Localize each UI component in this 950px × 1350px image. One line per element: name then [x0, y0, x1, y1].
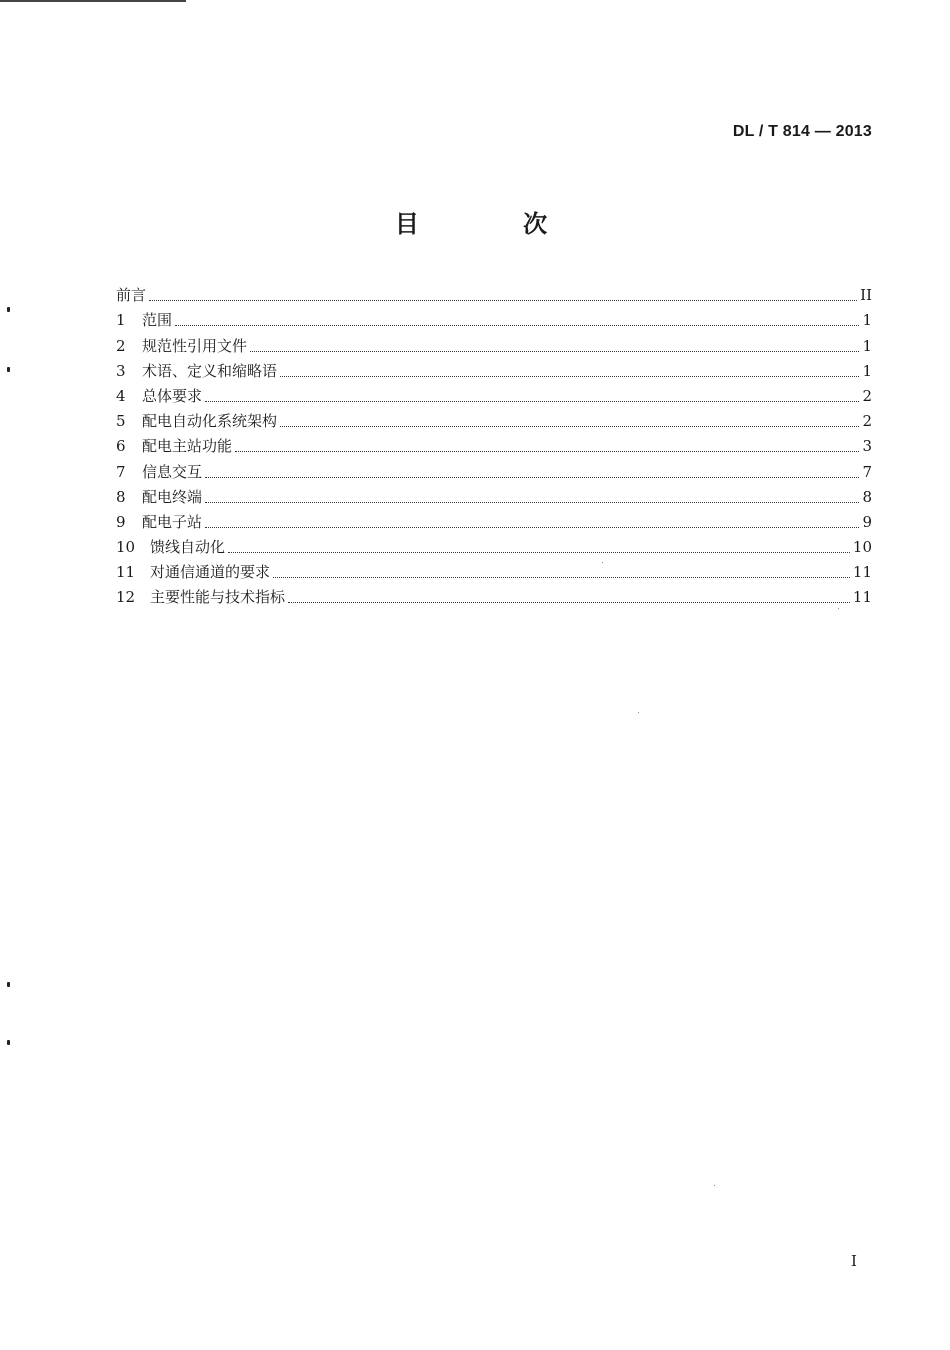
toc-leader	[273, 576, 850, 578]
toc-entry-12[interactable]	[116, 582, 872, 607]
toc-label: 配电自动化系统架构	[142, 412, 278, 431]
scan-speck	[7, 367, 10, 372]
toc-page: 3	[862, 437, 872, 456]
toc-number: 8	[116, 487, 126, 506]
toc-number: 6	[116, 437, 126, 456]
toc-entry-3[interactable]	[116, 356, 872, 381]
scan-dust	[638, 712, 639, 713]
scan-dust	[838, 608, 839, 609]
scan-speck	[7, 1040, 10, 1045]
toc-leader	[149, 299, 857, 301]
toc-page: 10	[852, 538, 872, 557]
toc-label: 信息交互	[142, 462, 203, 481]
toc-label: 馈线自动化	[150, 538, 226, 557]
toc-leader	[205, 526, 859, 528]
toc-page: 1	[862, 336, 872, 355]
toc-number: 5	[116, 412, 126, 431]
toc-leader	[205, 400, 859, 402]
toc-entry-5[interactable]	[116, 406, 872, 431]
toc-page: 11	[852, 563, 872, 582]
toc-entry-10[interactable]	[116, 532, 872, 557]
toc-entry-8[interactable]	[116, 482, 872, 507]
toc-leader	[280, 375, 859, 377]
toc-entry-6[interactable]	[116, 431, 872, 456]
toc-entry-4[interactable]	[116, 381, 872, 406]
toc-number: 11	[116, 563, 136, 582]
toc-page: II	[860, 286, 872, 305]
toc-leader	[175, 324, 859, 326]
toc-number: 2	[116, 336, 126, 355]
toc-number: 10	[116, 538, 136, 557]
toc-entry-7[interactable]	[116, 456, 872, 481]
toc-entry-11[interactable]	[116, 557, 872, 582]
toc-entry-1[interactable]	[116, 305, 872, 330]
toc-page: 7	[862, 462, 872, 481]
scan-speck	[7, 982, 10, 987]
toc-page: 9	[862, 512, 872, 531]
toc-number: 4	[116, 386, 126, 405]
toc-label: 术语、定义和缩略语	[142, 361, 278, 380]
toc-leader	[205, 501, 859, 503]
toc-label: 规范性引用文件	[142, 336, 248, 355]
toc-leader	[235, 450, 859, 452]
standard-code: DL / T 814 — 2013	[732, 123, 872, 140]
toc-number: 1	[116, 311, 126, 330]
toc-label: 配电终端	[142, 487, 203, 506]
toc-leader	[288, 601, 850, 603]
toc-leader	[205, 476, 859, 478]
toc-page: 1	[862, 311, 872, 330]
toc-page: 11	[852, 588, 872, 607]
toc-entry-2[interactable]	[116, 330, 872, 355]
toc-page: 2	[862, 386, 872, 405]
toc-label: 主要性能与技术指标	[150, 588, 286, 607]
toc-label: 总体要求	[142, 386, 203, 405]
scan-speck	[7, 307, 10, 312]
toc-number: 12	[116, 588, 136, 607]
scan-dust	[602, 562, 603, 563]
toc-page: 2	[862, 412, 872, 431]
toc-label: 配电子站	[142, 512, 203, 531]
scan-dust	[714, 1185, 715, 1186]
toc-page: 8	[862, 487, 872, 506]
toc-entry-preface[interactable]	[116, 280, 872, 305]
toc-label: 配电主站功能	[142, 437, 233, 456]
toc-label: 前言	[116, 286, 147, 305]
table-of-contents	[116, 280, 872, 607]
toc-leader	[280, 425, 859, 427]
toc-label: 对通信通道的要求	[150, 563, 271, 582]
toc-label: 范围	[142, 311, 173, 330]
toc-number: 9	[116, 512, 126, 531]
toc-number: 7	[116, 462, 126, 481]
toc-leader	[250, 350, 859, 352]
page-title: 目 次	[394, 210, 596, 238]
toc-page: 1	[862, 361, 872, 380]
scan-edge-line	[0, 0, 186, 2]
toc-number: 3	[116, 361, 126, 380]
toc-entry-9[interactable]	[116, 507, 872, 532]
page-number: I	[851, 1252, 857, 1270]
toc-leader	[228, 551, 850, 553]
